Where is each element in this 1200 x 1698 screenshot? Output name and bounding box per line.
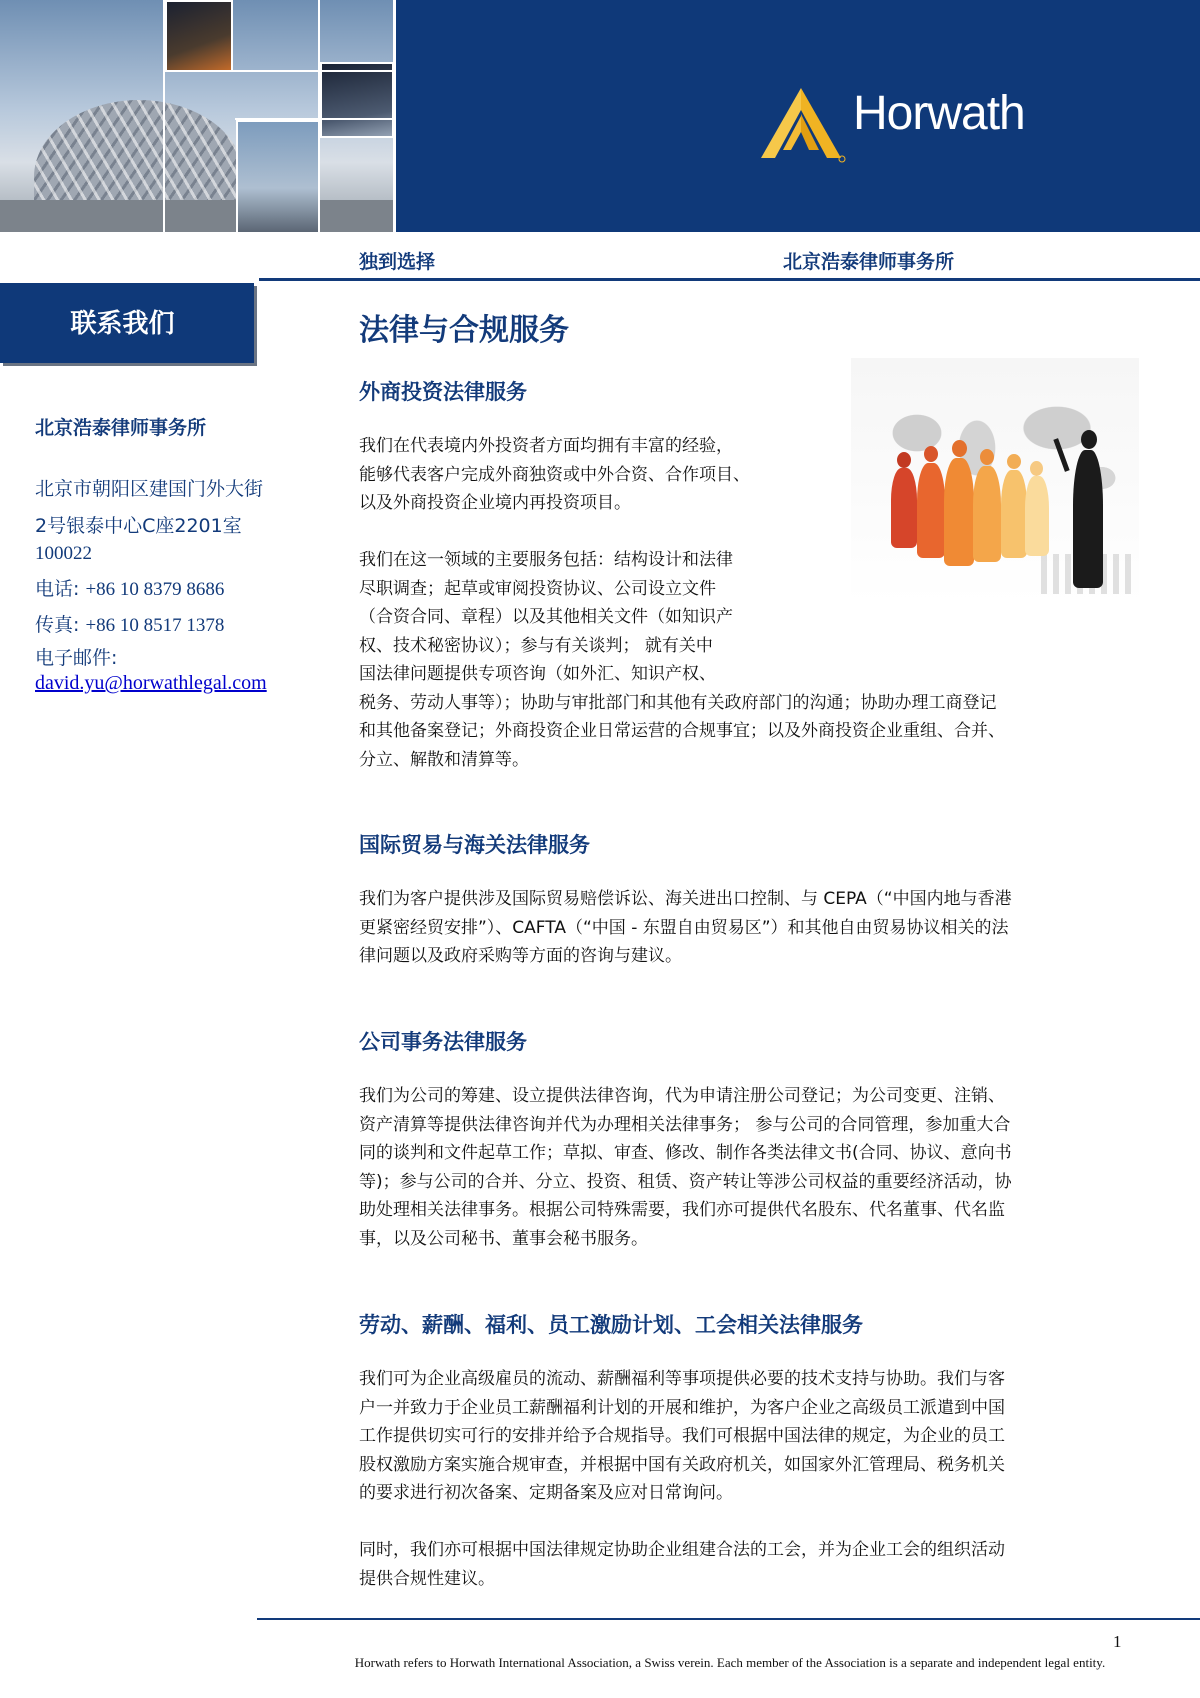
text-line: 事，以及公司秘书、董事会秘书服务。 xyxy=(359,1228,648,1249)
business-people-illustration xyxy=(851,358,1139,604)
section-paragraph xyxy=(359,432,750,518)
footer-rule xyxy=(257,1618,1200,1620)
person-head xyxy=(924,446,938,462)
text-line: 户一并致力于企业员工薪酬福利计划的开展和维护，为客户企业之高级员工派遣到中国 xyxy=(359,1397,1005,1418)
collage-divider xyxy=(163,0,165,232)
postcode-value: 100022 xyxy=(35,543,92,564)
person-figure xyxy=(917,463,945,558)
person-figure xyxy=(1073,450,1103,588)
text-line: 我们为客户提供涉及国际贸易赔偿诉讼、海关进出口控制、与 CEPA（“中国内地与香港 xyxy=(359,889,1012,909)
page-title: 法律与合规服务 xyxy=(359,313,569,348)
brand-wordmark: Horwath xyxy=(853,87,1025,140)
section-heading: 劳动、薪酬、福利、员工激励计划、工会相关法律服务 xyxy=(359,1313,863,1337)
text-line: 权、技术秘密协议）；参与有关谈判； 就有关中 xyxy=(359,635,713,656)
banner-divider xyxy=(393,0,396,232)
contact-tab-label: 联系我们 xyxy=(70,309,175,339)
footer-disclaimer: Horwath refers to Horwath International Association, a Swiss verein. Each member of the Association is a separate and independent legal entity. xyxy=(354,1655,1106,1670)
person-figure xyxy=(1001,470,1027,558)
fax-row xyxy=(35,610,224,637)
phone-row xyxy=(35,574,224,601)
section-paragraph xyxy=(359,885,1012,971)
email-label: 电子邮件: xyxy=(35,647,118,669)
city-skyline-photo xyxy=(320,62,394,138)
section-paragraph xyxy=(359,1536,1005,1593)
page-number: 1 xyxy=(1113,1632,1122,1651)
text-line: 能够代表客户完成外商独资或中外合资、合作项目、 xyxy=(359,464,750,485)
collage-divider xyxy=(318,0,320,232)
section-heading: 外商投资法律服务 xyxy=(359,380,527,404)
text-line: 提供合规性建议。 xyxy=(359,1568,495,1589)
text-line: 我们可为企业高级雇员的流动、薪酬福利等事项提供必要的技术支持与协助。我们与客 xyxy=(359,1369,1005,1389)
section-heading: 公司事务法律服务 xyxy=(359,1030,527,1054)
fax-label: 传真: xyxy=(35,614,80,636)
tagline-left: 独到选择 xyxy=(359,251,436,273)
collage-divider xyxy=(235,118,395,120)
address-line-2: 2号银泰中心C座2201室 xyxy=(35,515,242,537)
header-photo-collage xyxy=(0,0,395,232)
text-line: 等)；参与公司的合并、分立、投资、租赁、资产转让等涉公司权益的重要经济活动，协 xyxy=(359,1171,1012,1192)
person-figure xyxy=(1025,476,1049,556)
sidebar-firm-name: 北京浩泰律师事务所 xyxy=(35,417,207,439)
person-head xyxy=(1081,430,1097,449)
text-line: 分立、解散和清算等。 xyxy=(359,749,529,770)
text-line: 我们为公司的筹建、设立提供法律咨询，代为申请注册公司登记；为公司变更、注销、 xyxy=(359,1086,1005,1106)
person-head xyxy=(1007,454,1021,469)
horwath-logo xyxy=(757,86,1077,166)
person-head xyxy=(1030,461,1043,476)
phone-label: 电话: xyxy=(35,578,80,600)
text-line: 国法律问题提供专项咨询（如外汇、知识产权、 xyxy=(359,664,716,684)
text-line: 税务、劳动人事等）；协助与审批部门和其他有关政府部门的沟通；协助办理工商登记 xyxy=(359,692,997,713)
email-link[interactable]: david.yu@horwathlegal.com xyxy=(35,672,267,694)
tower-photo xyxy=(236,120,320,232)
text-line: 以及外商投资企业境内再投资项目。 xyxy=(359,493,631,513)
header-rule xyxy=(259,278,1200,281)
ground-photo xyxy=(0,200,395,232)
text-line: 的要求进行初次备案、定期备案及应对日常询问。 xyxy=(359,1483,733,1503)
text-line: 工作提供切实可行的安排并给予合规指导。我们可根据中国法律的规定，为企业的员工 xyxy=(359,1426,1005,1446)
tagline-right: 北京浩泰律师事务所 xyxy=(783,251,955,273)
text-line: 同时，我们亦可根据中国法律规定协助企业组建合法的工会，并为企业工会的组织活动 xyxy=(359,1540,1005,1560)
text-line: 和其他备案登记；外商投资企业日常运营的合规事宜；以及外商投资企业重组、合并、 xyxy=(359,721,1005,741)
text-line: 更紧密经贸安排”）、CAFTA（“中国 - 东盟自由贸易区”）和其他自由贸易协议相关的法 xyxy=(359,917,1009,938)
text-line: 股权激励方案实施合规审查，并根据中国有关政府机关，如国家外汇管理局、税务机关 xyxy=(359,1454,1005,1475)
text-line: 助处理相关法律事务。根据公司特殊需要，我们亦可提供代名股东、代名董事、代名监 xyxy=(359,1200,1005,1220)
text-line: 我们在代表境内外投资者方面均拥有丰富的经验， xyxy=(359,436,733,456)
text-line: 资产清算等提供法律咨询并代为办理相关法律事务； 参与公司的合同管理，参加重大合 xyxy=(359,1114,1011,1135)
person-figure xyxy=(944,458,974,566)
horwath-chevron-icon xyxy=(757,86,847,166)
text-line: （合资合同、章程）以及其他相关文件（如知识产 xyxy=(359,607,733,627)
person-head xyxy=(897,452,911,468)
postcode xyxy=(35,542,92,565)
person-head xyxy=(980,449,994,465)
collage-divider xyxy=(163,70,395,72)
person-head xyxy=(952,440,967,457)
night-city-photo xyxy=(165,0,233,72)
text-line: 律问题以及政府采购等方面的咨询与建议。 xyxy=(359,946,682,966)
section-paragraph xyxy=(359,1365,1005,1508)
section-paragraph xyxy=(359,1082,1012,1253)
fax-value: +86 10 8517 1378 xyxy=(85,615,225,636)
address-line-1: 北京市朝阳区建国门外大街 xyxy=(35,478,264,500)
text-line: 尽职调查；起草或审阅投资协议、公司设立文件 xyxy=(359,578,716,599)
text-line: 我们在这一领域的主要服务包括：结构设计和法律 xyxy=(359,550,733,570)
person-figure xyxy=(973,466,1001,562)
person-figure xyxy=(891,468,917,548)
section-heading: 国际贸易与海关法律服务 xyxy=(359,833,590,857)
phone-value: +86 10 8379 8686 xyxy=(85,579,225,600)
text-line: 同的谈判和文件起草工作；草拟、审查、修改、制作各类法律文书(合同、协议、意向书 xyxy=(359,1143,1012,1163)
